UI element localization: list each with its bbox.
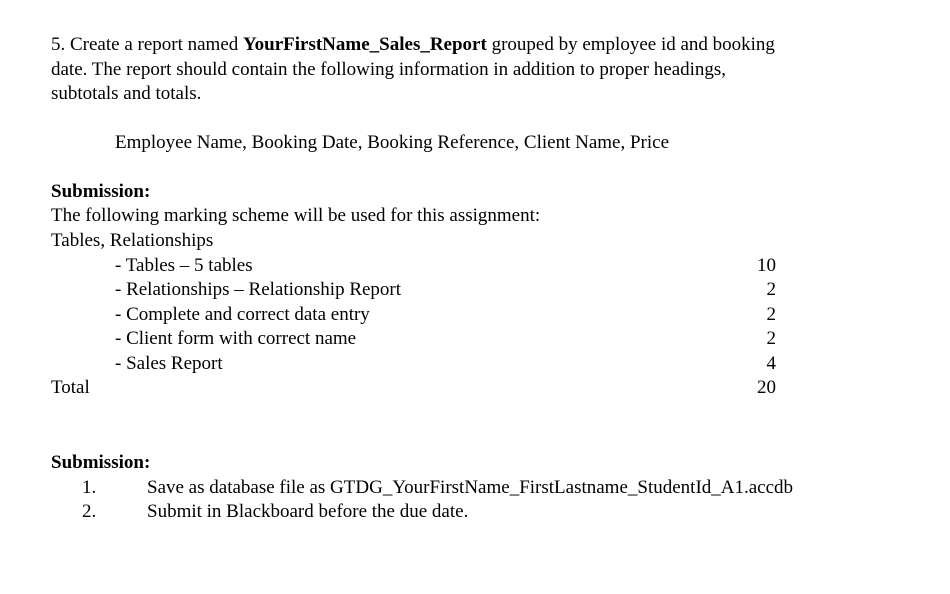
- step-text: Save as database file as GTDG_YourFirstName_FirstLastname_StudentId_A1.accdb: [147, 477, 794, 498]
- task-line-2: date. The report should contain the following information in addition to proper headings,: [51, 59, 727, 80]
- task-text-pre: Create a report named: [70, 34, 244, 55]
- task-text-post: grouped by employee id and booking: [486, 34, 775, 55]
- submission-heading: Submission:: [51, 452, 151, 473]
- task-line-3: subtotals and totals.: [51, 83, 202, 104]
- report-name: YourFirstName_Sales_Report: [243, 34, 487, 55]
- marking-item-label: - Complete and correct data entry: [115, 304, 370, 325]
- marking-item-points: 10: [757, 255, 776, 276]
- step-text: Submit in Blackboard before the due date.: [147, 501, 469, 522]
- step-number: 1.: [82, 477, 97, 498]
- marking-item-points: 2: [766, 304, 776, 325]
- task-line-1: [51, 33, 775, 57]
- marking-heading: Submission:: [51, 181, 151, 202]
- marking-item-label: - Tables – 5 tables: [115, 255, 253, 276]
- report-fields: Employee Name, Booking Date, Booking Reference, Client Name, Price: [115, 132, 670, 153]
- total-points: 20: [757, 377, 776, 398]
- marking-category: Tables, Relationships: [51, 230, 214, 251]
- marking-item-label: - Relationships – Relationship Report: [115, 279, 402, 300]
- marking-item-label: - Client form with correct name: [115, 328, 357, 349]
- marking-item-points: 4: [766, 353, 776, 374]
- task-number: 5.: [51, 34, 66, 55]
- total-label: Total: [51, 377, 90, 398]
- marking-item-points: 2: [766, 328, 776, 349]
- marking-item-label: - Sales Report: [115, 353, 223, 374]
- marking-item-points: 2: [766, 279, 776, 300]
- step-number: 2.: [82, 501, 97, 522]
- marking-intro: The following marking scheme will be used for this assignment:: [51, 205, 541, 226]
